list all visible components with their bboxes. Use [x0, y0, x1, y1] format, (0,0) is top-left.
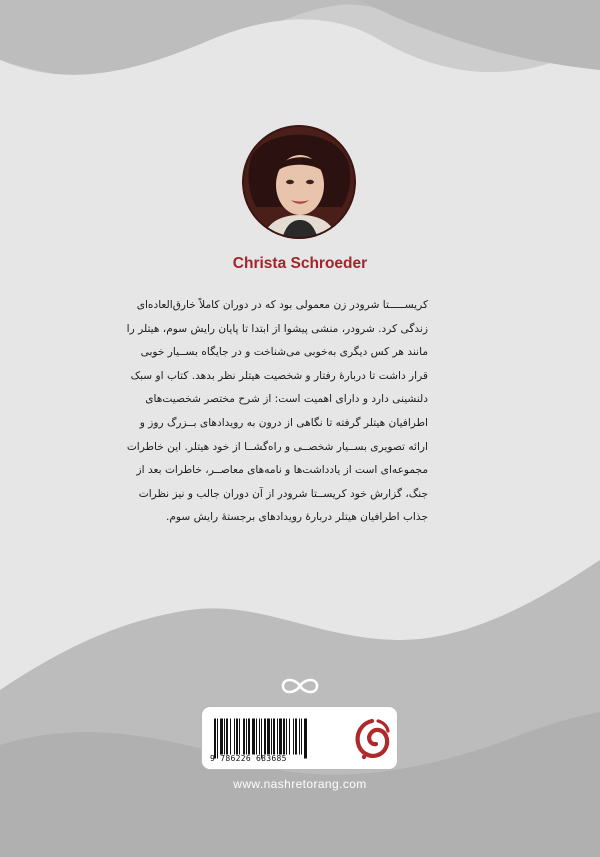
publisher-logo-icon [352, 717, 392, 761]
blurb-text [126, 294, 428, 530]
blurb-line: زندگی کرد. شرودر، منشی پیشوا از ابتدا تا پایان رایش سوم، هیتلر را [126, 322, 428, 335]
barcode-bar [234, 719, 235, 755]
blurb-line: مجموعه‌ای است از یادداشت‌ها و نامه‌های معاصــر، خاطرات بعد از [136, 464, 428, 477]
blurb-line: ارائه تصویری بســیار شخصــی و راه‌گشــا از خود هیتلر. این خاطرات [126, 440, 428, 453]
blurb-line: کریســـــتا شرودر زن معمولی بود که در دوران کاملاً خارق‌العاده‌ای [136, 299, 428, 311]
barcode-panel [201, 706, 398, 770]
blurb-line: مانند هر کس دیگری به‌خوبی می‌شناخت و در جایگاه بســیار خوبی [140, 346, 428, 359]
barcode-bar [261, 719, 262, 759]
barcode-bar [293, 719, 294, 755]
barcode-bar [279, 719, 282, 755]
barcode-bar [252, 719, 255, 755]
blurb-line: دلنشینی دارد و دارای اهمیت است: از شرح مختصر شخصیت‌های [145, 393, 428, 406]
barcode-bar [283, 719, 285, 755]
blurb-line: اطرافیان هیتلر گرفته تا نگاهی از درون به رویدادهای بــزرگ روز و [139, 416, 428, 429]
barcode-bar [286, 719, 287, 755]
author-name: Christa Schroeder [232, 255, 368, 272]
barcode-bar [301, 719, 302, 755]
barcode-bar [214, 719, 216, 759]
barcode-bar [248, 719, 250, 755]
barcode-bar [289, 719, 290, 755]
blurb-line: جنگ، گزارش خود کریســتا شرودر از آن دوران جالب و نیز نظرات [138, 487, 428, 500]
barcode-bar [239, 719, 240, 755]
barcode-bar [236, 719, 238, 755]
barcode-bar [271, 719, 272, 755]
barcode-bar [267, 719, 270, 755]
infinity-loop-icon [277, 676, 323, 696]
barcode-bar [226, 719, 228, 755]
isbn-number: 9 786226 683685 [210, 754, 287, 763]
barcode-bar [256, 719, 257, 755]
blurb-line: قرار داشت تا دربارهٔ رفتار و شخصیت هیتلر نظر بدهد. کتاب او سبک [130, 369, 428, 382]
barcode-bar [295, 719, 297, 755]
barcode-bar [277, 719, 278, 755]
publisher-website: www.nashretorang.com [233, 777, 367, 791]
barcode-bar [304, 719, 307, 759]
barcode-bar [220, 719, 223, 755]
blurb-line: جذاب اطرافیان هیتلر دربارهٔ رویدادهای برجستهٔ رایش سوم. [165, 511, 428, 524]
barcode-bar [264, 719, 266, 755]
barcode-bar [224, 719, 225, 755]
author-portrait [242, 125, 356, 239]
barcode-bar [217, 719, 218, 759]
barcode-bar [259, 719, 260, 755]
barcode-bar [230, 719, 231, 755]
barcode-bar [246, 719, 247, 755]
barcode-bar [299, 719, 300, 755]
barcode-bar [273, 719, 275, 755]
barcode-bar [243, 719, 245, 755]
